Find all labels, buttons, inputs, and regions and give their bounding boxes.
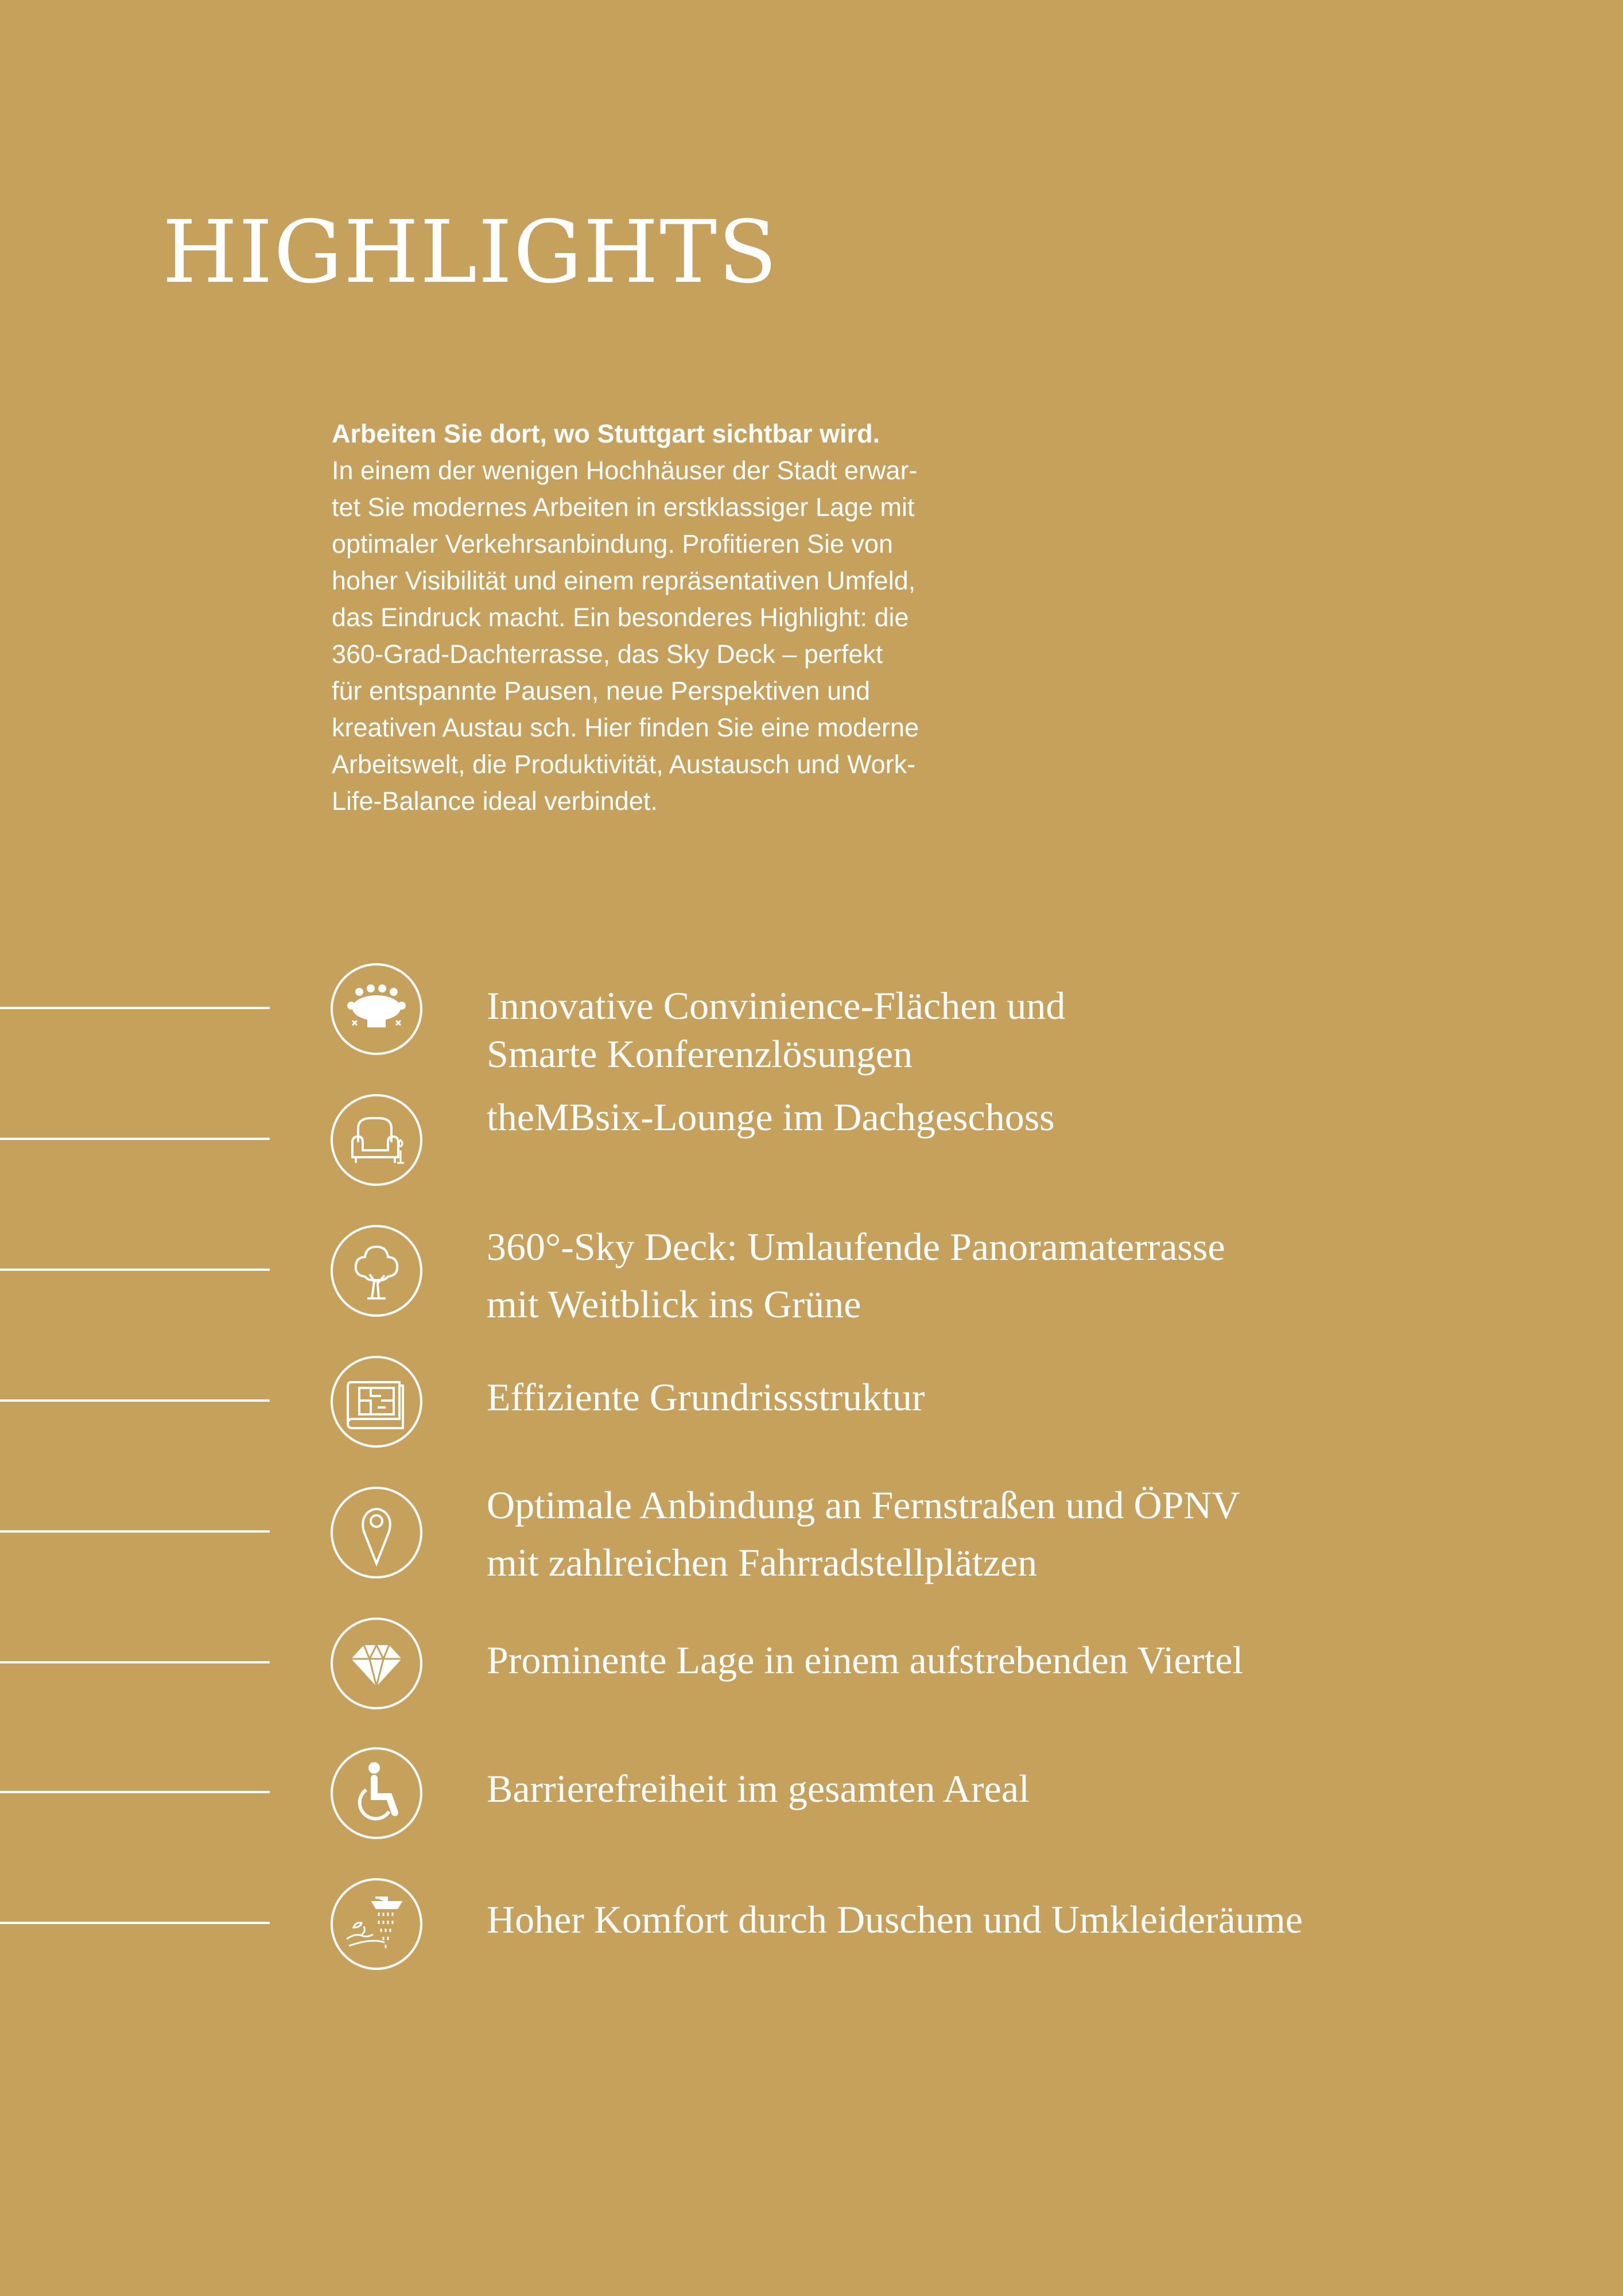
highlight-label-line: theMBsix-Lounge im Dachgeschoss bbox=[487, 1095, 1055, 1139]
highlight-label-line: Smarte Konferenzlösungen bbox=[487, 1032, 913, 1076]
intro-line: hoher Visibilität und einem repräsentativen Umfeld, bbox=[332, 566, 916, 595]
divider-line bbox=[0, 1138, 270, 1140]
highlight-label-line: Innovative Convinience-Flächen und bbox=[487, 984, 1066, 1027]
divider-line bbox=[0, 1922, 270, 1924]
tree-icon bbox=[329, 1224, 424, 1318]
divider-line bbox=[0, 1661, 270, 1663]
highlight-label bbox=[487, 1476, 1240, 1591]
shower-icon bbox=[329, 1877, 424, 1971]
highlight-label bbox=[487, 1088, 1055, 1146]
divider-line bbox=[0, 1530, 270, 1533]
intro-line: Arbeitswelt, die Produktivität, Austausch und Work- bbox=[332, 750, 916, 779]
highlight-label bbox=[487, 1218, 1225, 1333]
highlight-label-line: 360°-Sky Deck: Umlaufende Panoramaterrasse bbox=[487, 1225, 1225, 1269]
wheelchair-icon bbox=[329, 1746, 424, 1840]
highlight-label-line: mit zahlreichen Fahrradstellplätzen bbox=[487, 1541, 1038, 1584]
divider-line bbox=[0, 1269, 270, 1271]
intro-lead: Arbeiten Sie dort, wo Stuttgart sichtbar wird. bbox=[332, 419, 880, 448]
divider-line bbox=[0, 1007, 270, 1009]
intro-line: In einem der wenigen Hochhäuser der Stadt erwar- bbox=[332, 456, 918, 485]
intro-line: tet Sie modernes Arbeiten in erstklassiger Lage mit bbox=[332, 492, 915, 522]
highlight-label-line: Hoher Komfort durch Duschen und Umkleideräume bbox=[487, 1898, 1303, 1941]
intro-line: Life-Balance ideal verbindet. bbox=[332, 786, 658, 816]
divider-line bbox=[0, 1399, 270, 1402]
page-title: HIGHLIGHTS bbox=[162, 203, 779, 302]
highlight-label bbox=[487, 1891, 1303, 1948]
highlight-label-line: Optimale Anbindung an Fernstraßen und ÖPNV bbox=[487, 1483, 1240, 1527]
intro-line: kreativen Austau sch. Hier finden Sie eine moderne bbox=[332, 713, 919, 742]
armchair-lounge-icon bbox=[329, 1093, 424, 1187]
diamond-icon bbox=[329, 1616, 424, 1711]
divider-line bbox=[0, 1791, 270, 1793]
highlight-label bbox=[487, 1368, 925, 1426]
intro-line: 360-Grad-Dachterrasse, das Sky Deck – perfekt bbox=[332, 639, 883, 669]
intro-line: optimaler Verkehrsanbindung. Profitieren Sie von bbox=[332, 529, 894, 559]
highlight-label-line: Prominente Lage in einem aufstrebenden Viertel bbox=[487, 1638, 1244, 1682]
highlight-label bbox=[487, 977, 1065, 1083]
highlight-label-line: Effiziente Grundrissstruktur bbox=[487, 1375, 925, 1419]
intro-line: für entspannte Pausen, neue Perspektiven und bbox=[332, 676, 871, 705]
intro-line: das Eindruck macht. Ein besonderes Highlight: die bbox=[332, 603, 909, 632]
highlight-label bbox=[487, 1760, 1030, 1817]
highlight-label-line: mit Weitblick ins Grüne bbox=[487, 1282, 861, 1326]
location-pin-icon bbox=[329, 1486, 424, 1580]
highlight-label bbox=[487, 1631, 1243, 1689]
intro-text bbox=[332, 416, 974, 820]
highlight-label-line: Barrierefreiheit im gesamten Areal bbox=[487, 1767, 1030, 1810]
conference-table-icon bbox=[329, 962, 424, 1056]
floor-plan-icon bbox=[329, 1355, 424, 1449]
